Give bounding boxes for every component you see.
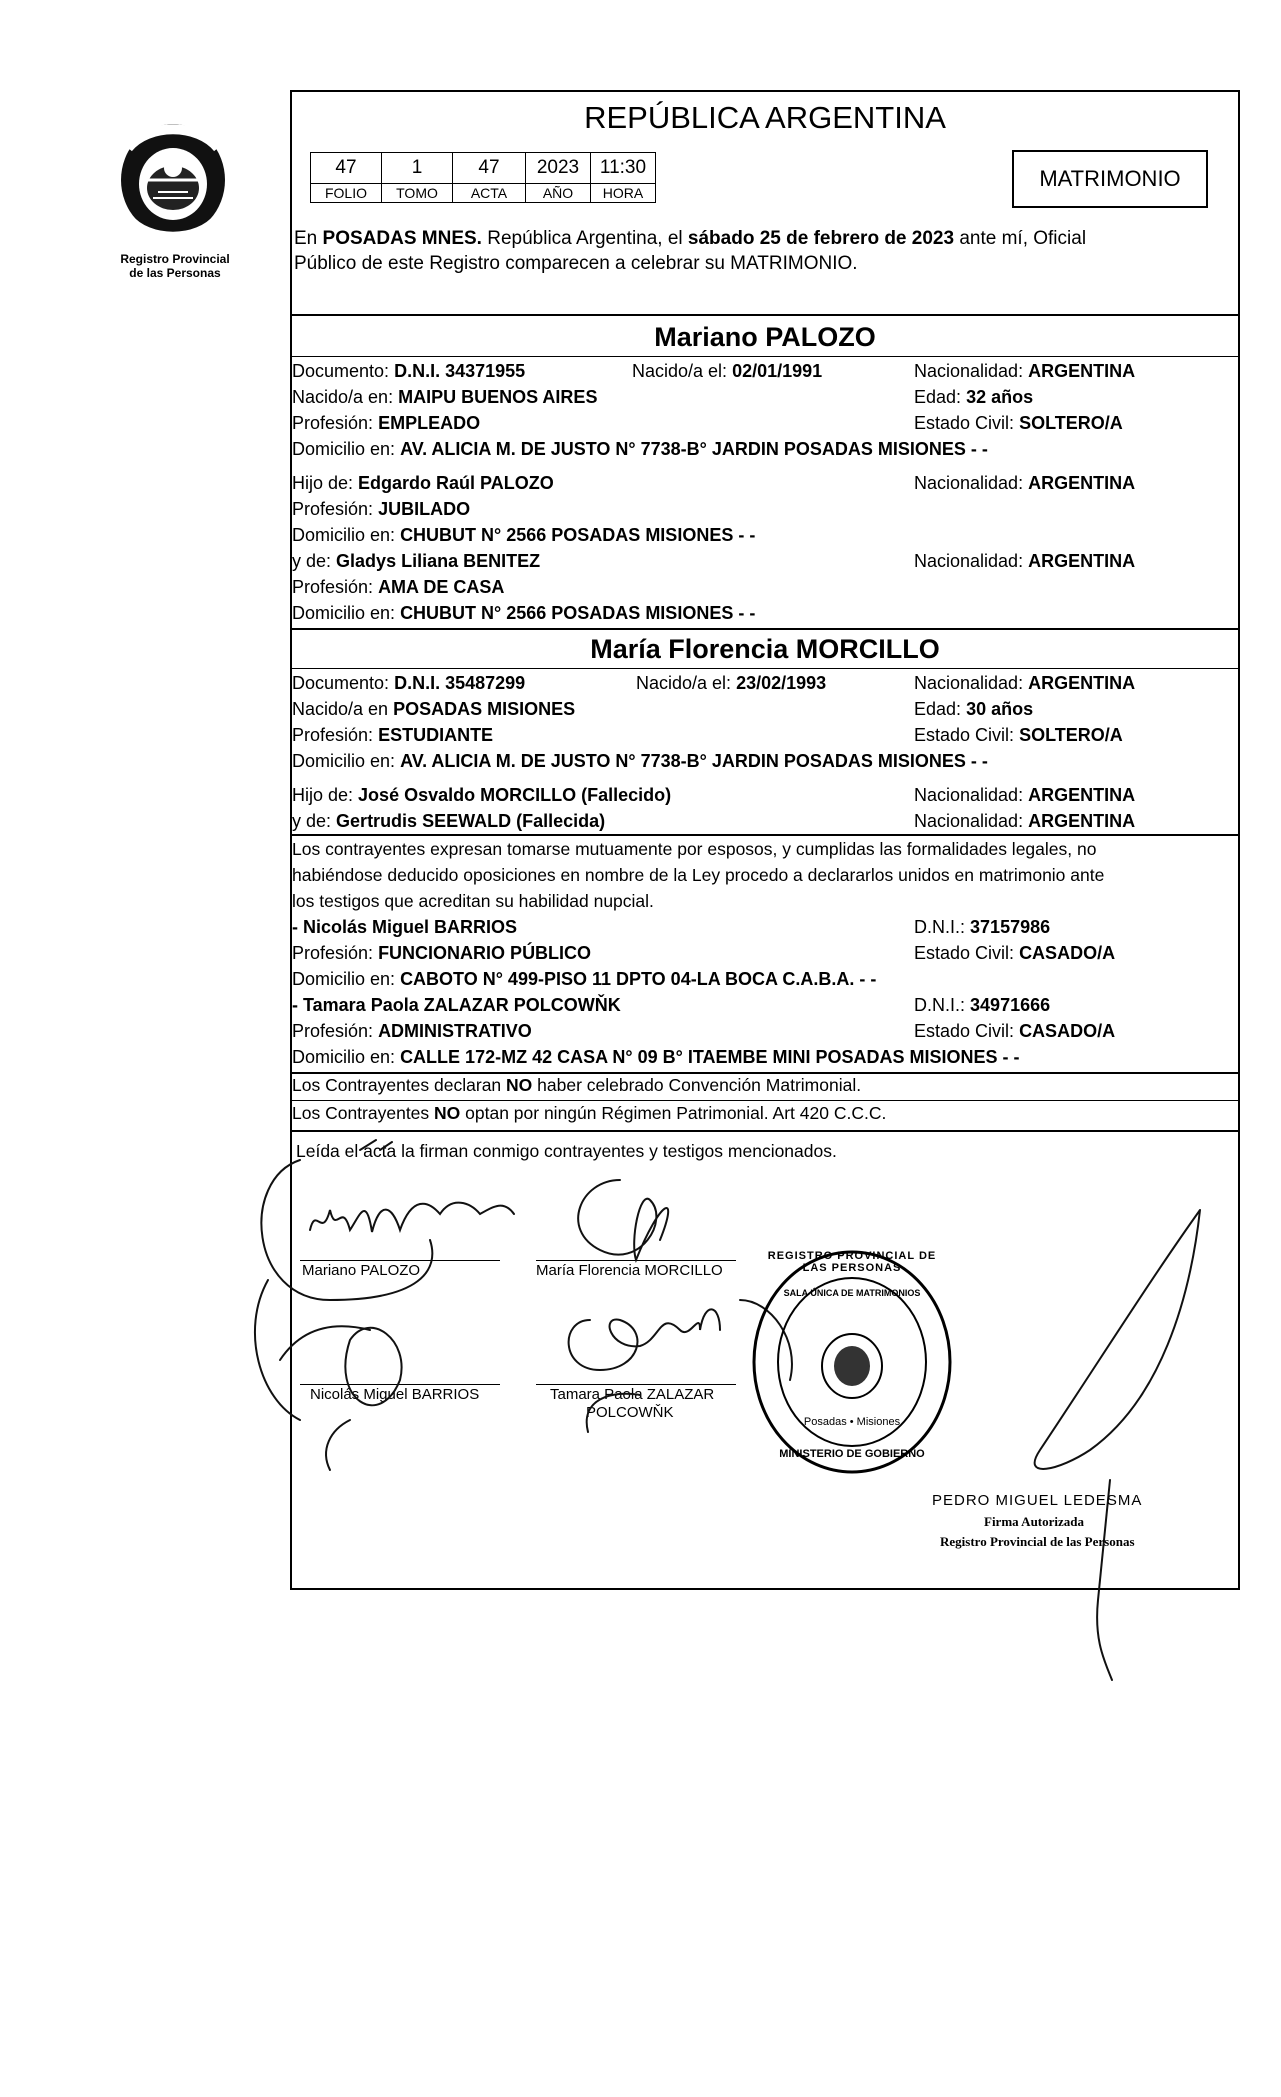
intro-p3: ante mí, Oficial [954,228,1087,249]
value: 30 años [966,699,1034,719]
label: y de: [292,551,332,571]
hora-label: HORA [591,184,656,203]
label: Nacido/a en [292,699,389,719]
value: Gertrudis SEEWALD (Fallecida) [336,811,606,831]
label: Nacionalidad: [914,551,1024,571]
logo-caption-line2: de las Personas [129,266,221,280]
intro-line2: Público de este Registro comparecen a celebrar su MATRIMONIO. [294,253,858,274]
label: Profesión: [292,725,374,745]
label: Estado Civil: [914,1021,1015,1041]
label: Profesión: [292,499,374,519]
value: SOLTERO/A [1019,725,1123,745]
signature-label-witness1: Nicolás Miguel BARRIOS [310,1386,480,1403]
value: - Tamara Paola ZALAZAR POLCOWŇK [292,995,621,1015]
text: optan por ningún Régimen Patrimonial. Art 420 C.C.C. [460,1103,887,1123]
signature-label-witness2b: POLCOWŇK [586,1404,674,1421]
value: 34971666 [970,995,1051,1015]
label: Nacionalidad: [914,811,1024,831]
value: - Nicolás Miguel BARRIOS [292,917,518,937]
value: SOLTERO/A [1019,413,1123,433]
stamp-ring-outer: REGISTRO PROVINCIAL DE LAS PERSONAS [767,1250,937,1274]
value: MAIPU BUENOS AIRES [398,387,598,407]
folio-label: FOLIO [311,184,382,203]
value: 37157986 [970,917,1051,937]
value: CALLE 172-MZ 42 CASA N° 09 B° ITAEMBE MINI POSADAS MISIONES - - [400,1047,1020,1067]
stamp-ring-inner: SALA ÚNICA DE MATRIMONIOS [783,1288,921,1298]
label: Nacionalidad: [914,473,1024,493]
value: D.N.I. 34371955 [394,361,526,381]
text: haber celebrado Convención Matrimonial. [532,1075,862,1095]
label: Profesión: [292,413,374,433]
value: ARGENTINA [1028,361,1136,381]
value: CHUBUT N° 2566 POSADAS MISIONES - - [400,525,756,545]
value: JUBILADO [378,499,471,519]
intro-p2: República Argentina, el [481,228,688,249]
label: y de: [292,811,332,831]
value: CASADO/A [1019,1021,1116,1041]
value: ARGENTINA [1028,673,1136,693]
value: ARGENTINA [1028,473,1136,493]
official-title: Firma Autorizada [984,1514,1085,1529]
spouse1-name: Mariano PALOZO [654,322,876,352]
value: 32 años [966,387,1034,407]
declaration-line2: habiéndose deducido oposiciones en nombre de la Ley procedo a declararlos unidos en matrimonio ante [292,865,1105,885]
value: ARGENTINA [1028,785,1136,805]
official-name: PEDRO MIGUEL LEDESMA [932,1492,1143,1509]
label: Estado Civil: [914,413,1015,433]
hora-value: 11:30 [591,153,656,184]
label: Domicilio en: [292,439,396,459]
label: Documento: [292,673,390,693]
value: FUNCIONARIO PÚBLICO [378,943,592,963]
label: Nacido/a el: [632,361,728,381]
spouse2-name: María Florencia MORCILLO [590,634,940,664]
value: 02/01/1991 [732,361,823,381]
label: Documento: [292,361,390,381]
value: AV. ALICIA M. DE JUSTO N° 7738-B° JARDIN POSADAS MISIONES - - [400,439,988,459]
value: 23/02/1993 [736,673,827,693]
signature-label-spouse1: Mariano PALOZO [302,1262,421,1279]
label: Estado Civil: [914,943,1015,963]
folio-value: 47 [311,153,382,184]
declaration-line1: Los contrayentes expresan tomarse mutuamente por esposos, y cumplidas las formalidades legales, no [292,839,1097,859]
value: Gladys Liliana BENITEZ [336,551,541,571]
value: CASADO/A [1019,943,1116,963]
acta-label: ACTA [453,184,526,203]
label: Estado Civil: [914,725,1015,745]
declaration-line3: los testigos que acreditan su habilidad nupcial. [292,891,654,911]
tomo-label: TOMO [382,184,453,203]
acta-value: 47 [453,153,526,184]
ano-value: 2023 [526,153,591,184]
value: EMPLEADO [378,413,481,433]
value: José Osvaldo MORCILLO (Fallecido) [358,785,672,805]
label: Edad: [914,699,962,719]
label: Nacido/a en: [292,387,394,407]
label: D.N.I.: [914,917,966,937]
stamp-icon [750,1248,954,1476]
label: Nacido/a el: [636,673,732,693]
ano-label: AÑO [526,184,591,203]
label: Domicilio en: [292,603,396,623]
intro-date: sábado 25 de febrero de 2023 [687,228,955,249]
emphasis: NO [434,1103,461,1123]
label: Domicilio en: [292,1047,396,1067]
signature-label-spouse2: María Florencia MORCILLO [536,1262,723,1279]
label: Edad: [914,387,962,407]
value: D.N.I. 35487299 [394,673,526,693]
value: AMA DE CASA [378,577,505,597]
signature-label-witness2a: Tamara Paola ZALAZAR [550,1386,715,1403]
page-title: REPÚBLICA ARGENTINA [584,100,946,135]
text: Los Contrayentes declaran [292,1075,507,1095]
value: CHUBUT N° 2566 POSADAS MISIONES - - [400,603,756,623]
value: ADMINISTRATIVO [378,1021,532,1041]
label: Nacionalidad: [914,361,1024,381]
label: Profesión: [292,1021,374,1041]
label: Domicilio en: [292,525,396,545]
intro-p1: En [294,228,323,249]
document-type: MATRIMONIO [1039,166,1181,191]
label: Domicilio en: [292,751,396,771]
closing-text: Leída el acta la firman conmigo contrayentes y testigos mencionados. [296,1141,837,1161]
label: Profesión: [292,577,374,597]
value: POSADAS MISIONES [393,699,576,719]
label: Nacionalidad: [914,785,1024,805]
emphasis: NO [506,1075,533,1095]
intro-place: POSADAS MNES. [322,228,482,249]
value: AV. ALICIA M. DE JUSTO N° 7738-B° JARDIN POSADAS MISIONES - - [400,751,988,771]
label: Hijo de: [292,785,354,805]
stamp-bottom: MINISTERIO DE GOBIERNO [779,1448,925,1460]
label: Profesión: [292,943,374,963]
value: ARGENTINA [1028,551,1136,571]
logo-caption-line1: Registro Provincial [120,252,230,266]
value: ESTUDIANTE [378,725,494,745]
label: Hijo de: [292,473,354,493]
text: Los Contrayentes [292,1103,435,1123]
official-org: Registro Provincial de las Personas [940,1534,1135,1549]
label: Domicilio en: [292,969,396,989]
official-stamp [750,1248,954,1476]
label: D.N.I.: [914,995,966,1015]
tomo-value: 1 [382,153,453,184]
value: CABOTO N° 499-PISO 11 DPTO 04-LA BOCA C.A.B.A. - - [400,969,877,989]
label: Nacionalidad: [914,673,1024,693]
stamp-city: Posadas • Misiones [803,1416,901,1428]
value: Edgardo Raúl PALOZO [358,473,554,493]
value: ARGENTINA [1028,811,1136,831]
